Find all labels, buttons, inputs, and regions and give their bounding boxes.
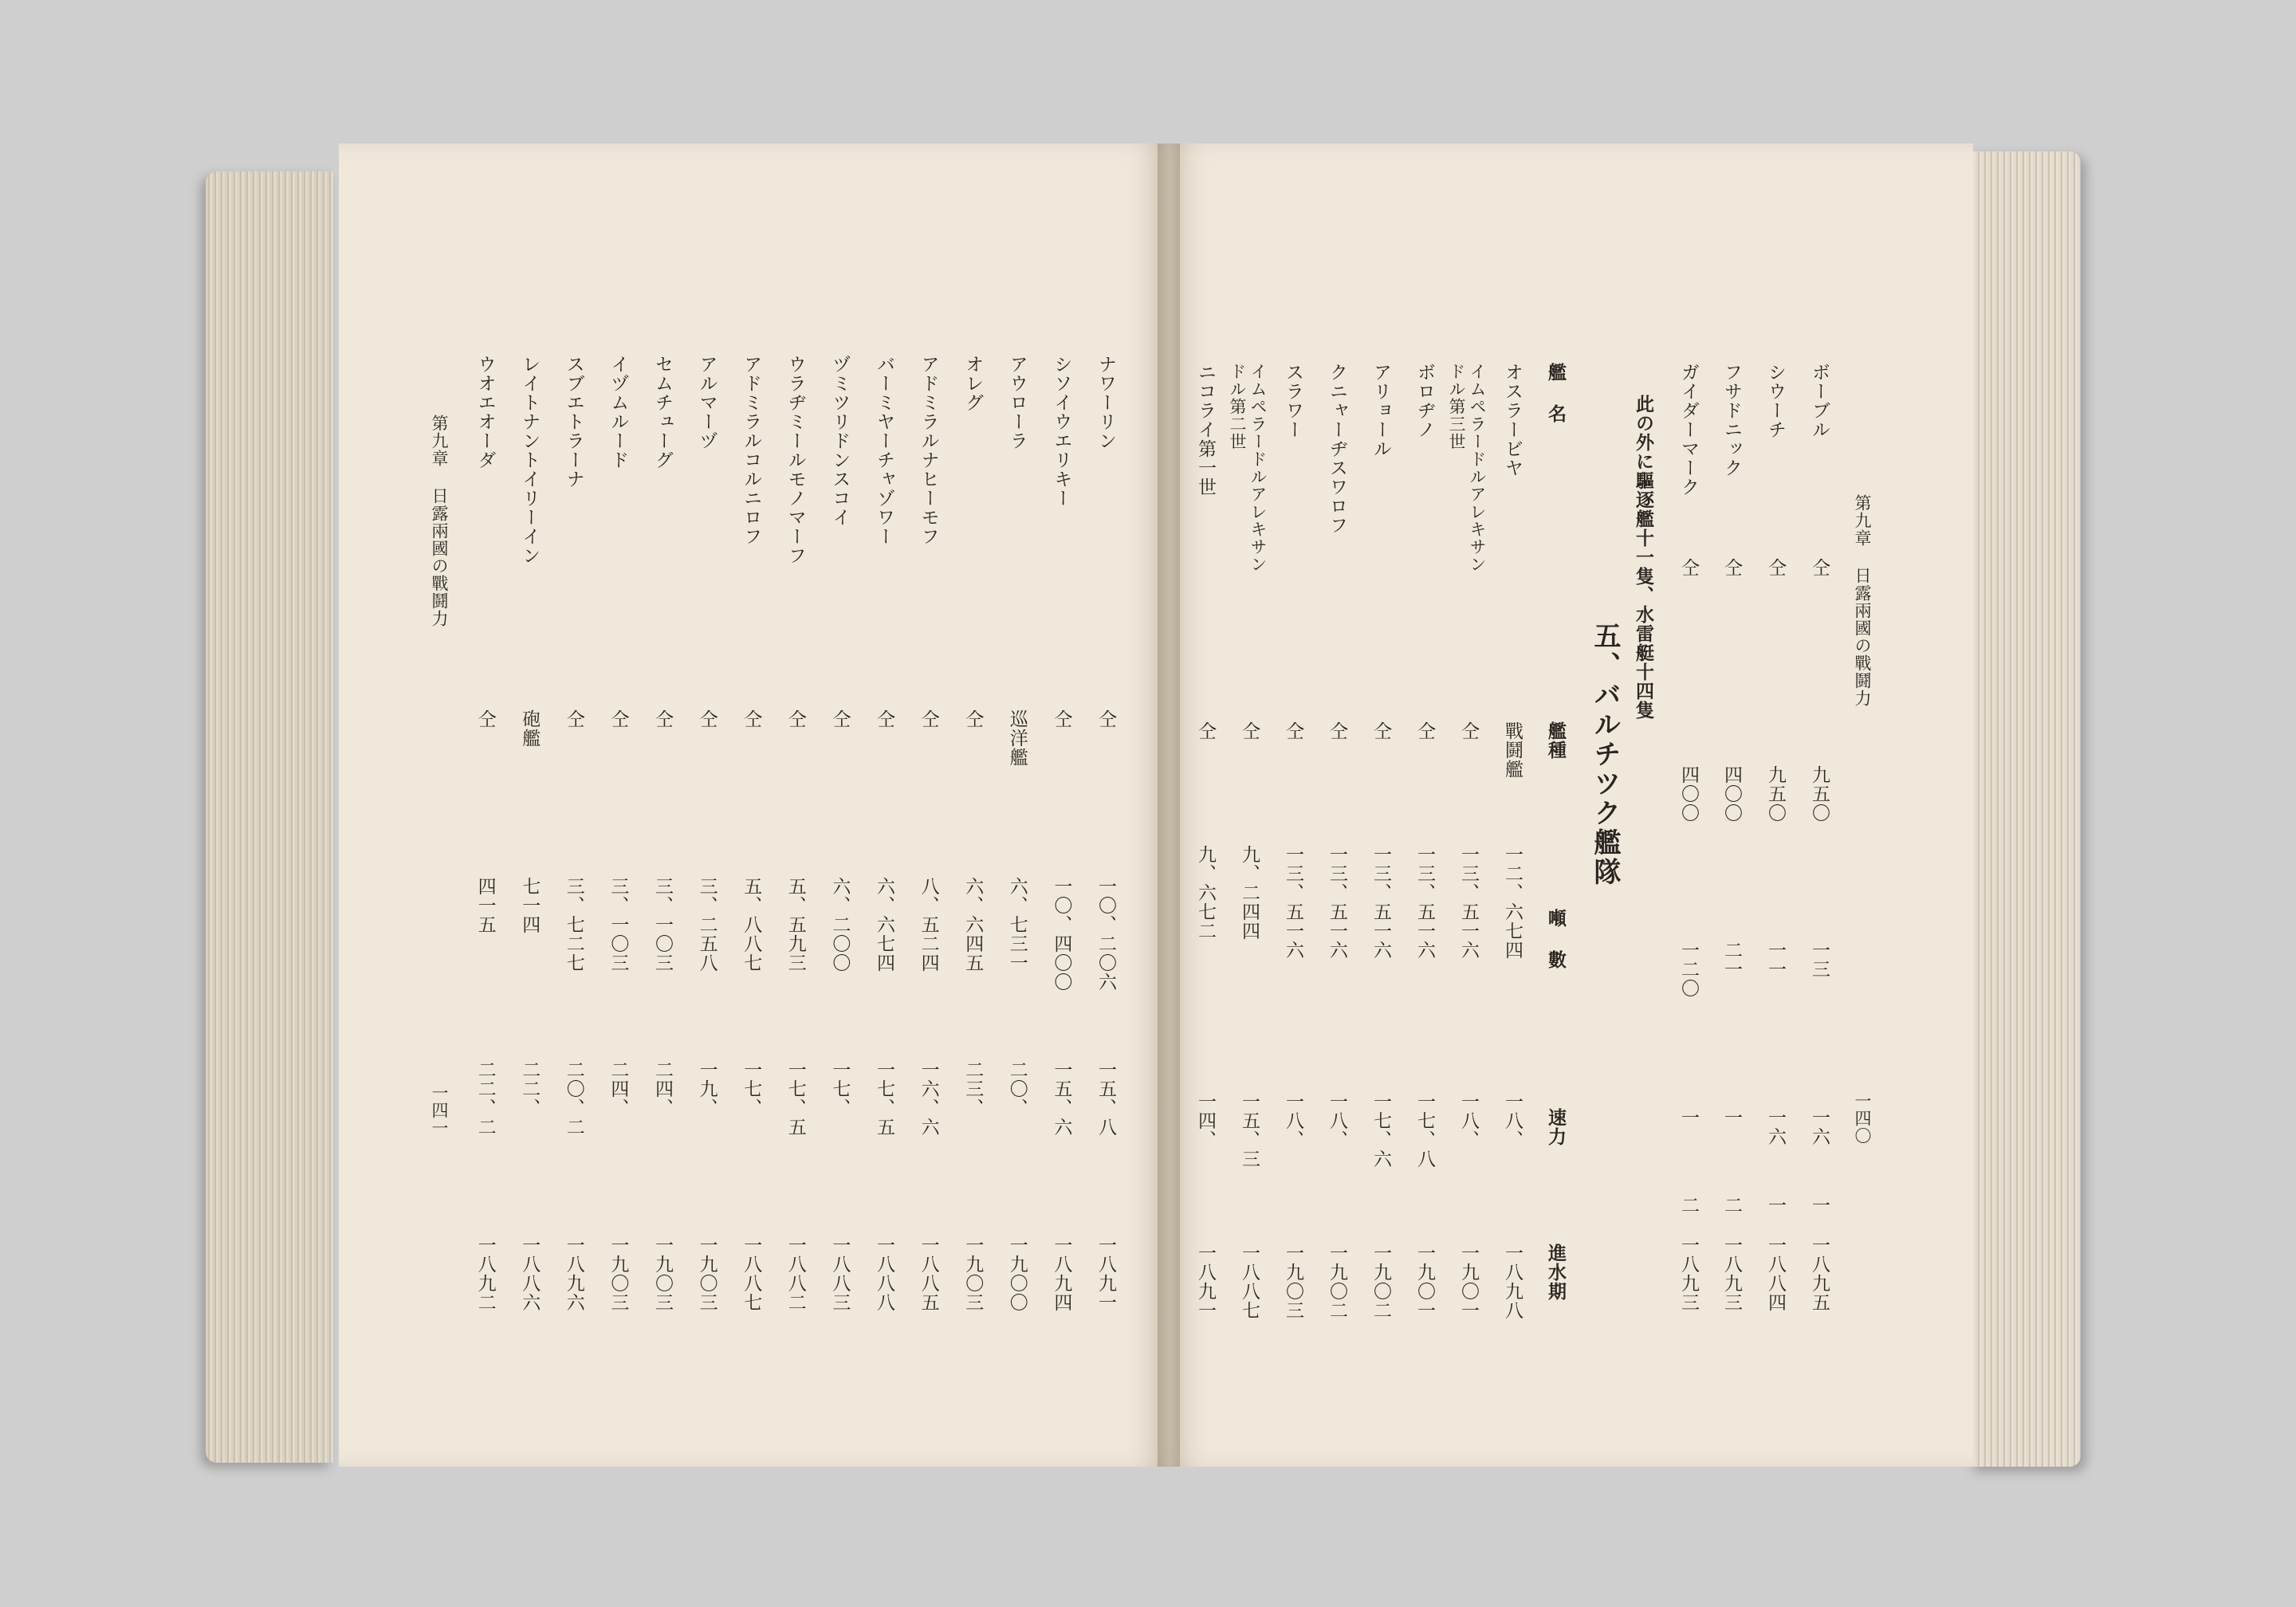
ship-tonnage: 六、六四五 (962, 877, 984, 972)
ship-speed: 一八、 (1458, 1092, 1479, 1149)
ship-tonnage: 六、六七四 (874, 877, 894, 972)
ship-name: ニコライ第一世 (1195, 363, 1216, 497)
ship-type: 仝 (563, 709, 584, 729)
ship-launch-year: 一九〇一 (1414, 1244, 1435, 1320)
ship-type: 仝 (1195, 721, 1216, 741)
ship-name: オレグ (962, 355, 984, 412)
ship-tonnage: 四一五 (474, 877, 496, 934)
ship-speed: 二四、 (652, 1060, 673, 1118)
ship-crew: 一 (1765, 1196, 1786, 1215)
page-number: 一四〇 (1853, 1092, 1872, 1145)
ship-type: 仝 (696, 709, 718, 729)
ship-type: 仝 (1458, 721, 1479, 741)
ship-launch-year: 一八八四 (1765, 1236, 1786, 1312)
ship-tonnage: 七一四 (519, 877, 541, 934)
ship-speed: 一七、 (829, 1060, 851, 1118)
ship-type: 仝 (1809, 558, 1830, 577)
ship-type: 仝 (652, 709, 673, 729)
ship-crew: 二 (1721, 1196, 1742, 1215)
ship-speed: 一八、 (1502, 1092, 1523, 1149)
ship-speed: 一七、五 (874, 1060, 894, 1137)
ship-type: 仝 (829, 709, 851, 729)
ship-launch-year: 一九〇三 (1283, 1244, 1303, 1320)
ship-tonnage: 五、五九三 (784, 877, 806, 972)
ship-name: アルマーヅ (696, 355, 718, 450)
ship-speed: 一八、 (1327, 1092, 1347, 1149)
ship-name: イムペラードルアレキサン (1248, 363, 1268, 573)
ship-launch-year: 一八九三 (1721, 1236, 1742, 1312)
ship-tonnage: 六、二〇〇 (829, 877, 851, 972)
ship-speed: 一七、 (741, 1060, 762, 1118)
ship-tonnage: 九、六七二 (1195, 845, 1216, 941)
ship-tonnage: 一二、六七四 (1502, 845, 1523, 960)
ship-speed: 一九、 (696, 1060, 718, 1118)
ship-type: 仝 (1721, 558, 1742, 577)
ship-name: フサドニック (1721, 363, 1742, 477)
ship-launch-year: 一八八三 (829, 1236, 851, 1312)
ship-name: シウーチ (1765, 363, 1786, 439)
ship-tonnage: 八、五二四 (918, 877, 939, 972)
ship-tonnage: 九五〇 (1809, 765, 1830, 823)
ship-tonnage: 一〇、四〇〇 (1051, 877, 1072, 992)
ship-name: ボロヂノ (1414, 363, 1435, 439)
ship-tonnage: 四〇〇 (1721, 765, 1742, 823)
ship-tonnage: 一三、五一六 (1414, 845, 1435, 960)
ship-type: 仝 (607, 709, 629, 729)
ship-name: ウラヂミールモノマーフ (784, 355, 806, 565)
ship-type: 仝 (1095, 709, 1116, 729)
ship-type: 仝 (1239, 721, 1260, 741)
ship-name: スブエトラーナ (563, 355, 584, 489)
ship-speed: 一五、八 (1095, 1060, 1116, 1137)
ship-name: ガイダーマーク (1678, 363, 1699, 497)
ship-type: 戰鬪艦 (1502, 721, 1523, 779)
ship-launch-year: 一九〇三 (607, 1236, 629, 1312)
ship-type: 巡洋艦 (1006, 709, 1028, 767)
ship-speed: 一六 (1765, 1108, 1786, 1146)
ship-launch-year: 一八九二 (474, 1236, 496, 1312)
ship-guns: 一二〇 (1678, 941, 1699, 998)
ship-name: セムチューグ (652, 355, 673, 470)
ship-type: 仝 (1414, 721, 1435, 741)
ship-name: アドミラルナヒーモフ (918, 355, 939, 546)
ship-speed: 二三、 (962, 1060, 984, 1118)
ship-type: 仝 (1370, 721, 1391, 741)
ship-launch-year: 一八八五 (918, 1236, 939, 1312)
ship-speed: 一七、六 (1370, 1092, 1391, 1169)
ship-name: アウローラ (1006, 355, 1028, 450)
column-header-launch-year: 進水期 (1545, 1244, 1567, 1301)
column-header-name: 艦 名 (1545, 363, 1567, 423)
ship-name: オスラービヤ (1502, 363, 1523, 477)
ship-launch-year: 一八九一 (1095, 1236, 1116, 1312)
ship-name: ボーブル (1809, 363, 1830, 439)
ship-type: 仝 (1283, 721, 1303, 741)
section-title: 五、バルチツク艦隊 (1589, 622, 1621, 887)
running-head: 第九章 日露兩國の戰鬪力 (430, 415, 449, 627)
ship-launch-year: 一八九三 (1678, 1236, 1699, 1312)
ship-guns: 一三 (1809, 941, 1830, 979)
ship-name: イヅムルード (607, 355, 629, 470)
ship-speed: 二四、 (607, 1060, 629, 1118)
ship-type: 仝 (1765, 558, 1786, 577)
ship-name: イムペラードルアレキサン (1468, 363, 1487, 573)
ship-launch-year: 一八九八 (1502, 1244, 1523, 1320)
ship-type: 仝 (1327, 721, 1347, 741)
page-number: 一四一 (430, 1084, 449, 1137)
column-header-tonnage: 噸 數 (1545, 909, 1567, 969)
ship-crew: 二 (1678, 1196, 1699, 1215)
ship-guns: 二一 (1721, 941, 1742, 979)
ship-type: 仝 (1051, 709, 1072, 729)
ship-launch-year: 一八九六 (563, 1236, 584, 1312)
ship-tonnage: 一三、五一六 (1458, 845, 1479, 960)
ship-type: 仝 (874, 709, 894, 729)
ship-name-continued: ドル第二世 (1228, 363, 1247, 450)
ship-name: アリョール (1370, 363, 1391, 458)
ship-speed: 一七、五 (784, 1060, 806, 1137)
ship-name: ウオエオーダ (474, 355, 496, 470)
ship-name: アドミラルコルニロフ (741, 355, 762, 546)
ship-launch-year: 一九〇二 (1327, 1244, 1347, 1320)
ship-type: 砲艦 (519, 709, 541, 748)
ship-tonnage: 三、一〇三 (607, 877, 629, 972)
ship-tonnage: 三、二五八 (696, 877, 718, 972)
ship-launch-year: 一八八七 (741, 1236, 762, 1312)
ship-launch-year: 一八八七 (1239, 1244, 1260, 1320)
ship-crew: 一 (1809, 1196, 1830, 1215)
ship-speed: 一六 (1809, 1108, 1830, 1146)
ship-type: 仝 (474, 709, 496, 729)
book-gutter (1158, 143, 1180, 1467)
ship-type: 仝 (918, 709, 939, 729)
ship-launch-year: 一九〇三 (962, 1236, 984, 1312)
ship-tonnage: 六、七三一 (1006, 877, 1028, 972)
ship-speed: 二二、 (519, 1060, 541, 1118)
ship-tonnage: 九五〇 (1765, 765, 1786, 823)
ship-name: レイトナントイリーイン (519, 355, 541, 565)
ship-launch-year: 一九〇一 (1458, 1244, 1479, 1320)
page-block-left (206, 171, 333, 1463)
ship-speed: 一七、八 (1414, 1092, 1435, 1169)
ship-type: 仝 (1678, 558, 1699, 577)
ship-speed: 一五、三 (1239, 1092, 1260, 1169)
ship-launch-year: 一八八二 (784, 1236, 806, 1312)
ship-launch-year: 一八九一 (1195, 1244, 1216, 1320)
page-block-right (1969, 151, 2081, 1467)
ship-speed: 一六、六 (918, 1060, 939, 1137)
running-head: 第九章 日露兩國の戰鬪力 (1853, 494, 1872, 707)
ship-tonnage: 一〇、二〇六 (1095, 877, 1116, 992)
column-header-speed: 速力 (1545, 1108, 1567, 1146)
ship-launch-year: 一九〇三 (652, 1236, 673, 1312)
ship-tonnage: 一三、五一六 (1327, 845, 1347, 960)
ship-speed: 一五、六 (1051, 1060, 1072, 1137)
ship-speed: 二〇、二 (563, 1060, 584, 1137)
ship-speed: 一 (1721, 1108, 1742, 1127)
ship-speed: 一八、 (1283, 1092, 1303, 1149)
ship-name: バーミヤーチャゾワー (874, 355, 894, 546)
ship-speed: 一 (1678, 1108, 1699, 1127)
ship-name: ナワーリン (1095, 355, 1116, 450)
ship-tonnage: 三、七二七 (563, 877, 584, 972)
ship-launch-year: 一九〇二 (1370, 1244, 1391, 1320)
ship-launch-year: 一八八六 (519, 1236, 541, 1312)
ship-speed: 一四、 (1195, 1092, 1216, 1149)
ship-type: 仝 (741, 709, 762, 729)
ship-name-continued: ドル第三世 (1447, 363, 1466, 450)
ship-type: 仝 (962, 709, 984, 729)
ship-name: スラワー (1283, 363, 1303, 439)
ship-guns: 一一 (1765, 941, 1786, 979)
ship-tonnage: 一三、五一六 (1370, 845, 1391, 960)
ship-tonnage: 四〇〇 (1678, 765, 1699, 823)
ship-speed: 二〇、 (1006, 1060, 1028, 1118)
ship-name: ヅミツリドンスコイ (829, 355, 851, 527)
ship-tonnage: 九、二四四 (1239, 845, 1260, 941)
ship-name: クニャーヂスワロフ (1327, 363, 1347, 535)
ship-launch-year: 一八九四 (1051, 1236, 1072, 1312)
ship-name: シソイウエリキー (1051, 355, 1072, 508)
ship-speed: 二二、二 (474, 1060, 496, 1137)
ship-launch-year: 一九〇三 (696, 1236, 718, 1312)
ship-tonnage: 三、一〇三 (652, 877, 673, 972)
ship-launch-year: 一九〇〇 (1006, 1236, 1028, 1312)
column-header-type: 艦種 (1545, 721, 1567, 760)
ship-tonnage: 五、八八七 (741, 877, 762, 972)
fleet-note: 此の外に驅逐艦十一隻、水雷艇十四隻 (1633, 395, 1654, 720)
ship-tonnage: 一三、五一六 (1283, 845, 1303, 960)
ship-launch-year: 一八九五 (1809, 1236, 1830, 1312)
ship-launch-year: 一八八八 (874, 1236, 894, 1312)
ship-type: 仝 (784, 709, 806, 729)
